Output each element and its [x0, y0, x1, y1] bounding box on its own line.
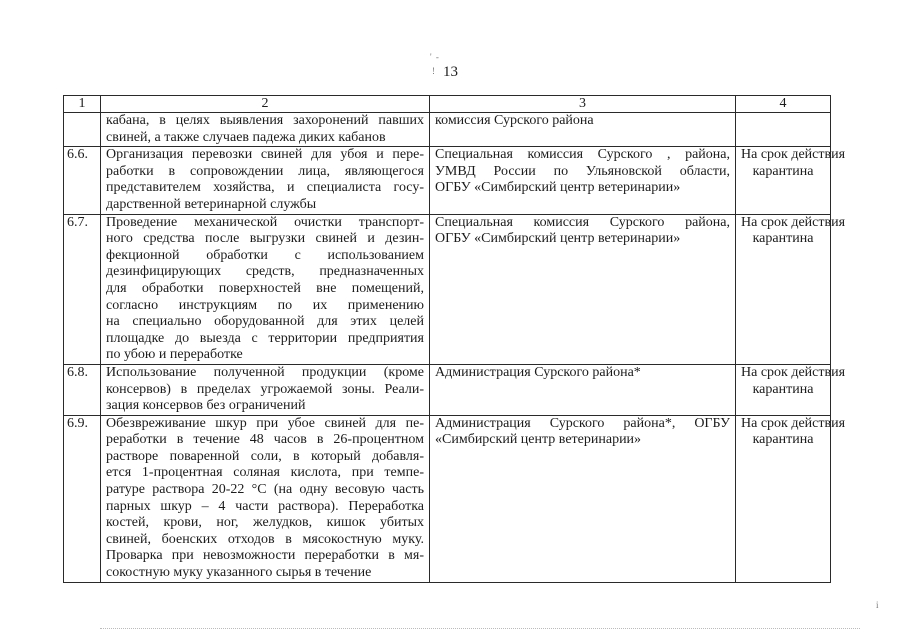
scan-mark: ' - — [430, 52, 440, 62]
column-header: 4 — [736, 96, 831, 113]
measure-cell-line: ного средства после выгрузки свиней и дезин- — [106, 231, 424, 247]
table-row — [64, 364, 831, 415]
measure-cell-line: на специально оборудованной для этих целей — [106, 314, 424, 330]
measure-cell — [101, 415, 430, 582]
measure-cell — [101, 214, 430, 364]
row-number: 6.7. — [64, 214, 101, 364]
deadline-cell — [736, 415, 846, 582]
deadline-cell-line: карантина — [752, 432, 814, 448]
responsible-cell — [430, 113, 736, 147]
deadline-cell-line: карантина — [752, 231, 814, 247]
measure-cell-line: Организация перевозки свиней для убоя и пере- — [106, 147, 424, 163]
measures-table — [63, 95, 846, 583]
deadline-cell-line: На срок действия — [741, 147, 846, 163]
measure-cell-line: по убою и переработке — [106, 347, 243, 363]
responsible-cell-line: УМВД России по Ульяновской области, — [435, 163, 730, 179]
deadline-cell — [736, 147, 846, 214]
measure-cell-line: работки в сопровождении лица, являющегося — [106, 163, 424, 179]
table-body — [64, 113, 846, 583]
measure-cell-line: ратуре раствора 20-22 °С (на одну весовую часть — [106, 482, 424, 498]
measure-cell-line: свиней, а также случаев падежа диких кабанов — [106, 129, 386, 145]
responsible-cell-line: Администрация Сурского района* — [435, 364, 641, 380]
measure-cell — [101, 364, 430, 415]
measure-cell-line: дезинфицирующих средств, предназначенных — [106, 264, 424, 280]
responsible-cell — [430, 214, 736, 364]
row-number — [64, 113, 101, 147]
deadline-cell-line: На срок действия — [741, 214, 846, 230]
responsible-cell-line: Специальная комиссия Сурского района, — [435, 214, 730, 230]
measure-cell-line: для обработки поверхностей вне помещений, — [106, 280, 424, 296]
responsible-cell-line: Специальная комиссия Сурского , района, — [435, 147, 730, 163]
responsible-cell-line: ОГБУ «Симбирский центр ветеринарии» — [435, 231, 681, 247]
responsible-cell-line: Администрация Сурского района*, ОГБУ — [435, 415, 730, 431]
scan-mark: ! — [432, 66, 436, 76]
deadline-cell — [736, 214, 846, 364]
measure-cell-line: зация консервов без ограничений — [106, 398, 306, 414]
measure-cell-line: свиней, боенских отходов в мясокостную муку. — [106, 531, 424, 547]
measure-cell — [101, 113, 430, 147]
deadline-cell-line: На срок действия — [741, 364, 846, 380]
measure-cell-line: фекционной обработки с использованием — [106, 247, 424, 263]
table-row — [64, 147, 831, 214]
measure-cell-line: консервов) в пределах угрожаемой зоны. Реали- — [106, 381, 424, 397]
row-number: 6.9. — [64, 415, 101, 582]
measure-cell-line: Проведение механической очистки транспорт- — [106, 214, 424, 230]
measure-cell-line: парных шкур – 4 части раствора). Переработка — [106, 498, 424, 514]
scan-mark: i — [876, 600, 880, 610]
column-header: 2 — [101, 96, 430, 113]
deadline-cell — [736, 113, 831, 147]
measure-cell-line: площадке до выезда с территории предприятия — [106, 330, 424, 346]
measure-cell-line: согласно инструкциям по их применению — [106, 297, 424, 313]
measure-cell-line: Проварка при невозможности переработки в мя- — [106, 548, 424, 564]
measure-cell-line: Использование полученной продукции (кроме — [106, 364, 424, 380]
measure-cell-line: Обезвреживание шкур при убое свиней для пе- — [106, 415, 424, 431]
column-header: 3 — [430, 96, 736, 113]
measure-cell-line: представителем хозяйства, и специалиста госу- — [106, 180, 424, 196]
responsible-cell-line: комиссия Сурского района — [435, 113, 594, 128]
measure-cell-line: дарственной ветеринарной службы — [106, 196, 317, 212]
responsible-cell — [430, 364, 736, 415]
table-header-row — [64, 96, 831, 113]
deadline-cell-line: карантина — [752, 163, 814, 179]
row-number: 6.8. — [64, 364, 101, 415]
table-row — [64, 113, 831, 147]
measure-cell-line: кабана, в целях выявления захоронений павших — [106, 113, 424, 128]
deadline-cell — [736, 364, 846, 415]
table-row — [64, 415, 831, 582]
measure-cell-line: растворе поваренной соли, в который добавля- — [106, 448, 424, 464]
row-number: 6.6. — [64, 147, 101, 214]
responsible-cell-line: ОГБУ «Симбирский центр ветеринарии» — [435, 180, 681, 196]
measure-cell-line: сокостную муку указанного сырья в течение — [106, 565, 372, 581]
responsible-cell — [430, 147, 736, 214]
column-header: 1 — [64, 96, 101, 113]
measure-cell-line: ется 1-процентная соляная кислота, при темпе- — [106, 465, 424, 481]
measure-cell-line: костей, крови, ног, желудков, кишок убитых — [106, 515, 424, 531]
table-row — [64, 214, 831, 364]
measure-cell — [101, 147, 430, 214]
deadline-cell-line: карантина — [752, 381, 814, 397]
scan-artifact-line — [100, 628, 860, 633]
responsible-cell-line: «Симбирский центр ветеринарии» — [435, 432, 642, 448]
deadline-cell-line: На срок действия — [741, 415, 846, 431]
responsible-cell — [430, 415, 736, 582]
measure-cell-line: реработки в течение 48 часов в 26-процентном — [106, 432, 424, 448]
page-number: 13 — [443, 64, 458, 80]
